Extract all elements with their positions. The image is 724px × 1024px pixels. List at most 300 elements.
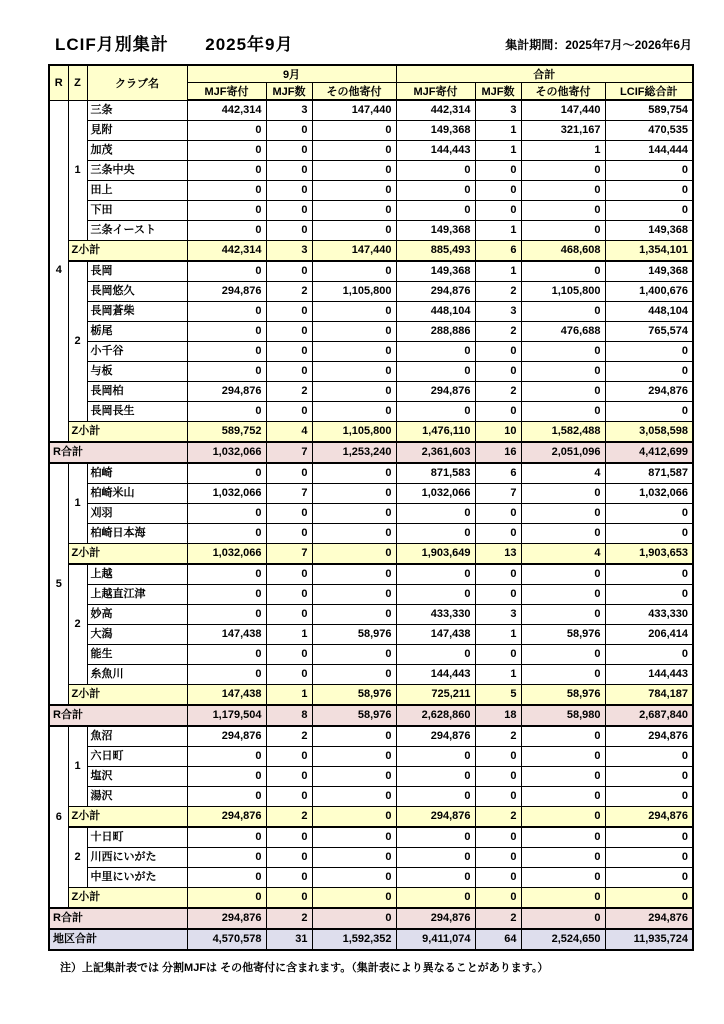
club-name: 小千谷 [87,342,187,362]
group-header-month: 9月 [187,65,396,83]
zone-subtotal-value: 0 [521,807,605,828]
club-value: 0 [187,868,266,888]
zone-subtotal-value: 58,976 [312,685,396,706]
club-value: 0 [187,767,266,787]
zone-subtotal-value: 1,032,066 [187,544,266,565]
club-value: 3 [475,302,521,322]
region-total-label: R合計 [49,442,187,463]
region-total-value: 1,179,504 [187,705,266,726]
club-value: 0 [475,645,521,665]
club-value: 0 [312,463,396,484]
club-value: 149,368 [605,221,693,241]
zone-subtotal-value: 1,354,101 [605,241,693,262]
club-value: 58,976 [312,625,396,645]
club-value: 0 [521,181,605,201]
club-value: 0 [312,362,396,382]
title-group [48,30,294,55]
club-value: 0 [475,181,521,201]
club-value: 147,440 [312,100,396,121]
club-row [49,625,693,645]
zone-number: 2 [68,827,87,888]
club-value: 0 [266,787,312,807]
col-header-club: クラブ名 [87,65,187,100]
club-value: 476,688 [521,322,605,342]
zone-subtotal-value: 3,058,598 [605,422,693,443]
club-row [49,868,693,888]
club-value: 0 [521,221,605,241]
club-name: 塩沢 [87,767,187,787]
club-value: 0 [605,564,693,585]
club-value: 0 [605,848,693,868]
club-value: 0 [187,342,266,362]
club-value: 294,876 [396,726,475,747]
aggregation-period: 集計期間：2025年7月～2026年6月 [505,38,692,52]
club-value: 147,438 [187,625,266,645]
zone-subtotal-value: 0 [521,888,605,909]
zone-subtotal-value: 10 [475,422,521,443]
zone-subtotal-value: 1,903,649 [396,544,475,565]
club-value: 0 [266,868,312,888]
region-total-label: R合計 [49,705,187,726]
club-row [49,121,693,141]
club-value: 433,330 [396,605,475,625]
club-value: 144,444 [605,141,693,161]
club-value: 0 [396,827,475,848]
club-value: 0 [475,362,521,382]
club-value: 0 [312,787,396,807]
region-total-row [49,442,693,463]
zone-subtotal-value: 58,976 [521,685,605,706]
club-value: 0 [605,787,693,807]
club-value: 0 [312,382,396,402]
region-total-value: 2 [475,908,521,929]
club-value: 0 [187,141,266,161]
club-value: 0 [312,524,396,544]
club-row [49,282,693,302]
club-value: 0 [312,726,396,747]
club-name: 魚沼 [87,726,187,747]
zone-number: 2 [68,564,87,685]
club-value: 0 [396,767,475,787]
zone-subtotal-value: 0 [312,807,396,828]
club-value: 0 [521,848,605,868]
club-value: 0 [266,221,312,241]
zone-subtotal-label: Z小計 [68,422,187,443]
club-value: 0 [312,767,396,787]
club-value: 0 [521,827,605,848]
col-header-mjf-donation-total: MJF寄付 [396,83,475,101]
region-total-value: 294,876 [187,908,266,929]
zone-subtotal-value: 1,582,488 [521,422,605,443]
club-value: 0 [312,402,396,422]
club-value: 1,032,066 [187,484,266,504]
club-value: 4 [521,463,605,484]
region-total-value: 58,976 [312,705,396,726]
club-value: 1,105,800 [521,282,605,302]
club-row [49,747,693,767]
zone-number: 1 [68,100,87,241]
club-value: 0 [266,141,312,161]
zone-subtotal-value: 468,608 [521,241,605,262]
zone-number: 2 [68,261,87,422]
region-number: 6 [49,726,68,908]
club-value: 433,330 [605,605,693,625]
club-name: 加茂 [87,141,187,161]
club-name: 糸魚川 [87,665,187,685]
club-value: 0 [187,201,266,221]
club-name: 川西にいがた [87,848,187,868]
club-value: 0 [605,585,693,605]
table-header [49,65,693,100]
club-value: 0 [396,645,475,665]
region-total-value: 2,051,096 [521,442,605,463]
club-value: 0 [312,201,396,221]
club-value: 1 [475,625,521,645]
club-value: 0 [475,342,521,362]
club-value: 442,314 [396,100,475,121]
club-value: 448,104 [605,302,693,322]
region-total-label: R合計 [49,908,187,929]
club-value: 1,400,676 [605,282,693,302]
region-total-value: 294,876 [605,908,693,929]
club-value: 147,438 [396,625,475,645]
club-value: 0 [521,402,605,422]
district-total-value: 2,524,650 [521,929,605,950]
district-total-value: 11,935,724 [605,929,693,950]
club-value: 0 [475,787,521,807]
zone-subtotal-value: 725,211 [396,685,475,706]
club-value: 0 [312,161,396,181]
club-row [49,504,693,524]
club-row [49,665,693,685]
club-value: 0 [266,848,312,868]
club-value: 0 [521,747,605,767]
club-value: 0 [266,322,312,342]
club-value: 294,876 [187,282,266,302]
group-header-total: 合計 [396,65,693,83]
zone-subtotal-value: 0 [312,544,396,565]
zone-subtotal-label: Z小計 [68,888,187,909]
club-value: 144,443 [396,141,475,161]
club-value: 0 [396,181,475,201]
club-value: 0 [312,141,396,161]
club-name: 柏崎 [87,463,187,484]
club-value: 0 [312,665,396,685]
club-value: 0 [187,121,266,141]
club-value: 0 [187,645,266,665]
club-value: 0 [266,201,312,221]
col-header-mjf-count-month: MJF数 [266,83,312,101]
club-value: 0 [396,161,475,181]
zone-subtotal-value: 7 [266,544,312,565]
club-row [49,827,693,848]
club-value: 144,443 [605,665,693,685]
club-value: 1,105,800 [312,282,396,302]
zone-subtotal-value: 0 [266,888,312,909]
club-value: 6 [475,463,521,484]
club-value: 0 [475,868,521,888]
club-value: 0 [475,564,521,585]
club-value: 0 [521,585,605,605]
club-value: 0 [396,868,475,888]
club-value: 0 [312,504,396,524]
club-value: 294,876 [605,382,693,402]
club-row [49,362,693,382]
club-value: 0 [396,201,475,221]
club-value: 0 [521,787,605,807]
district-total-value: 1,592,352 [312,929,396,950]
club-value: 0 [396,585,475,605]
zone-subtotal-row [49,241,693,262]
club-value: 0 [475,848,521,868]
zone-subtotal-value: 589,752 [187,422,266,443]
club-name: 柏崎日本海 [87,524,187,544]
club-value: 0 [312,261,396,282]
club-value: 0 [187,524,266,544]
club-value: 0 [605,827,693,848]
club-row [49,161,693,181]
club-row [49,181,693,201]
club-value: 0 [187,402,266,422]
zone-subtotal-value: 1,476,110 [396,422,475,443]
zone-subtotal-value: 885,493 [396,241,475,262]
zone-subtotal-value: 1,903,653 [605,544,693,565]
region-total-value: 294,876 [396,908,475,929]
zone-subtotal-value: 2 [266,807,312,828]
zone-subtotal-value: 147,440 [312,241,396,262]
club-value: 0 [312,848,396,868]
club-value: 294,876 [396,282,475,302]
club-value: 0 [475,402,521,422]
zone-number: 1 [68,463,87,544]
club-row [49,261,693,282]
club-name: 下田 [87,201,187,221]
region-total-row [49,908,693,929]
club-value: 0 [266,585,312,605]
district-total-row [49,929,693,950]
club-value: 2 [475,282,521,302]
region-total-value: 0 [521,908,605,929]
club-value: 0 [312,342,396,362]
club-row [49,645,693,665]
club-value: 2 [475,322,521,342]
zone-number: 1 [68,726,87,807]
club-value: 0 [266,564,312,585]
club-value: 0 [521,342,605,362]
zone-subtotal-value: 294,876 [187,807,266,828]
lcif-monthly-table [48,64,694,951]
region-total-value: 2,361,603 [396,442,475,463]
club-value: 0 [312,868,396,888]
club-row [49,322,693,342]
club-row [49,484,693,504]
club-name: 妙高 [87,605,187,625]
club-value: 871,583 [396,463,475,484]
club-value: 0 [266,402,312,422]
club-value: 1 [475,665,521,685]
club-value: 0 [521,382,605,402]
col-header-mjf-donation-month: MJF寄付 [187,83,266,101]
club-value: 58,976 [521,625,605,645]
club-value: 0 [605,181,693,201]
club-value: 147,440 [521,100,605,121]
zone-subtotal-row [49,888,693,909]
zone-subtotal-value: 4 [521,544,605,565]
club-value: 7 [475,484,521,504]
club-name: 三条中央 [87,161,187,181]
district-total-value: 4,570,578 [187,929,266,950]
club-value: 0 [521,261,605,282]
club-name: 栃尾 [87,322,187,342]
zone-subtotal-value: 294,876 [396,807,475,828]
club-value: 0 [187,747,266,767]
zone-subtotal-value: 5 [475,685,521,706]
club-value: 0 [521,767,605,787]
club-row [49,463,693,484]
club-value: 0 [312,747,396,767]
club-value: 0 [266,362,312,382]
club-row [49,221,693,241]
region-total-value: 2,628,860 [396,705,475,726]
club-value: 0 [521,726,605,747]
district-total-label: 地区合計 [49,929,187,950]
region-number: 4 [49,100,68,442]
region-number: 5 [49,463,68,705]
club-name: 刈羽 [87,504,187,524]
club-value: 0 [187,827,266,848]
club-value: 0 [521,564,605,585]
zone-subtotal-value: 147,438 [187,685,266,706]
club-value: 0 [396,402,475,422]
col-header-mjf-count-total: MJF数 [475,83,521,101]
zone-subtotal-value: 0 [187,888,266,909]
club-value: 144,443 [396,665,475,685]
club-name: 三条 [87,100,187,121]
page-title: LCIF月別集計 [55,35,169,54]
club-value: 0 [266,665,312,685]
club-row [49,302,693,322]
zone-subtotal-value: 0 [396,888,475,909]
club-value: 0 [187,605,266,625]
zone-subtotal-row [49,685,693,706]
club-value: 0 [396,787,475,807]
zone-subtotal-value: 4 [266,422,312,443]
club-value: 1 [521,141,605,161]
zone-subtotal-value: 442,314 [187,241,266,262]
club-value: 2 [266,282,312,302]
zone-subtotal-label: Z小計 [68,685,187,706]
region-total-value: 4,412,699 [605,442,693,463]
group-header-row [49,65,693,83]
club-name: 能生 [87,645,187,665]
club-value: 0 [605,767,693,787]
club-value: 0 [187,585,266,605]
region-total-value: 58,980 [521,705,605,726]
club-value: 321,167 [521,121,605,141]
club-value: 0 [266,827,312,848]
zone-subtotal-value: 784,187 [605,685,693,706]
club-row [49,342,693,362]
club-name: 柏崎米山 [87,484,187,504]
club-value: 0 [266,524,312,544]
zone-subtotal-value: 13 [475,544,521,565]
zone-subtotal-label: Z小計 [68,807,187,828]
club-value: 294,876 [396,382,475,402]
club-name: 湯沢 [87,787,187,807]
club-value: 288,886 [396,322,475,342]
zone-subtotal-value: 2 [475,807,521,828]
club-value: 0 [605,868,693,888]
club-name: 与板 [87,362,187,382]
club-value: 0 [521,868,605,888]
club-name: 長岡悠久 [87,282,187,302]
club-value: 0 [187,261,266,282]
club-value: 0 [605,402,693,422]
club-value: 0 [312,322,396,342]
club-value: 0 [396,362,475,382]
club-name: 大潟 [87,625,187,645]
club-row [49,787,693,807]
col-header-lcif-grand-total: LCIF総合計 [605,83,693,101]
club-row [49,848,693,868]
club-value: 0 [521,665,605,685]
zone-subtotal-row [49,807,693,828]
club-value: 0 [312,645,396,665]
club-name: 長岡長生 [87,402,187,422]
region-total-value: 2,687,840 [605,705,693,726]
district-total-value: 64 [475,929,521,950]
club-value: 0 [521,161,605,181]
club-value: 0 [312,181,396,201]
club-value: 0 [312,564,396,585]
club-value: 0 [187,848,266,868]
club-value: 0 [266,261,312,282]
club-value: 470,535 [605,121,693,141]
club-row [49,767,693,787]
club-value: 0 [521,484,605,504]
club-value: 149,368 [396,261,475,282]
club-row [49,726,693,747]
region-total-value: 1,253,240 [312,442,396,463]
club-value: 0 [475,585,521,605]
club-value: 0 [475,201,521,221]
region-total-value: 7 [266,442,312,463]
club-value: 0 [187,665,266,685]
zone-subtotal-value: 6 [475,241,521,262]
club-row [49,524,693,544]
club-value: 0 [605,524,693,544]
club-value: 0 [396,342,475,362]
club-value: 0 [312,827,396,848]
club-name: 上越 [87,564,187,585]
zone-subtotal-row [49,422,693,443]
club-value: 0 [475,827,521,848]
club-row [49,100,693,121]
region-total-value: 8 [266,705,312,726]
region-total-value: 0 [312,908,396,929]
club-value: 2 [475,726,521,747]
club-row [49,585,693,605]
club-value: 206,414 [605,625,693,645]
club-value: 0 [605,362,693,382]
club-value: 0 [521,504,605,524]
club-value: 149,368 [605,261,693,282]
zone-subtotal-value: 294,876 [605,807,693,828]
club-row [49,201,693,221]
zone-subtotal-label: Z小計 [68,544,187,565]
club-name: 田上 [87,181,187,201]
club-value: 1 [475,261,521,282]
